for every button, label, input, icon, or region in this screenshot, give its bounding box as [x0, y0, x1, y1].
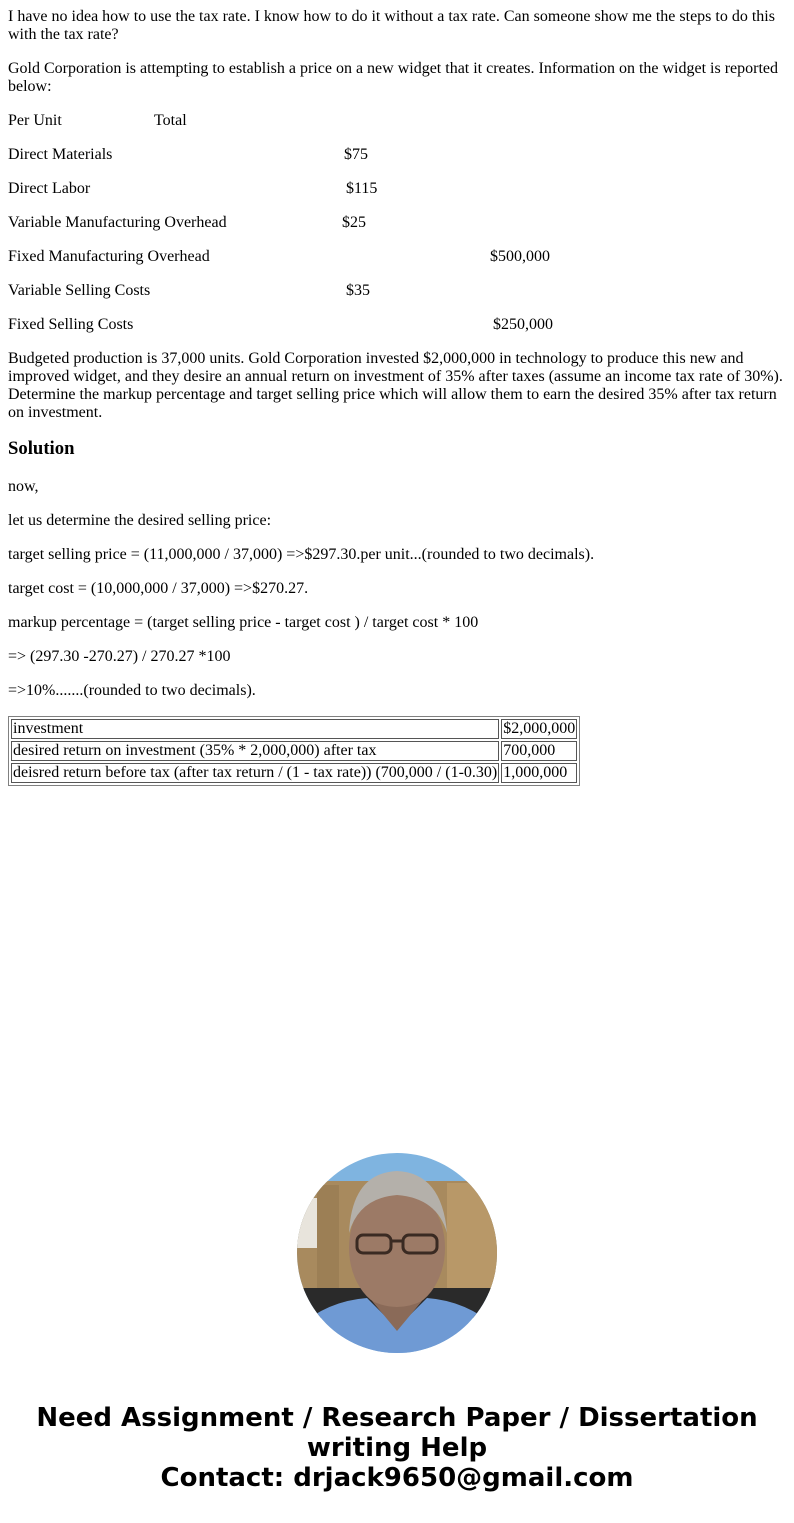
- solution-line: target cost = (10,000,000 / 37,000) =>$270.27.: [8, 580, 309, 597]
- table-cell-label: investment: [11, 719, 499, 739]
- problem-intro: Gold Corporation is attempting to establish a price on a new widget that it creates. Information on the widget is reported below:: [8, 60, 779, 95]
- cost-label: Direct Labor: [8, 180, 91, 197]
- cost-row: [8, 316, 786, 334]
- cost-label: Fixed Manufacturing Overhead: [8, 248, 210, 265]
- cost-per-unit: $25: [342, 214, 366, 231]
- table-row: [11, 763, 577, 783]
- solution-line: => (297.30 -270.27) / 270.27 *100: [8, 648, 231, 665]
- solution-line: markup percentage = (target selling price - target cost ) / target cost * 100: [8, 614, 479, 631]
- cost-row: [8, 282, 786, 300]
- cost-row: [8, 180, 786, 198]
- solution-line: target selling price = (11,000,000 / 37,000) =>$297.30.per unit...(rounded to two decimals).: [8, 546, 595, 563]
- cost-label: Variable Manufacturing Overhead: [8, 214, 227, 231]
- table-cell-value: 1,000,000: [501, 763, 577, 783]
- solution-line: let us determine the desired selling price:: [8, 512, 272, 529]
- author-avatar: [297, 1153, 497, 1353]
- problem-details: Budgeted production is 37,000 units. Gold Corporation invested $2,000,000 in technology to produce this new and improved widget, and they desire an annual return on investment of 35% after taxes (assume an income tax rate of 30%). Determine the markup percentage and target selling price which will allow them to earn the desired 35% after tax return on investment.: [8, 350, 783, 421]
- cost-row: [8, 214, 786, 232]
- cost-row: [8, 146, 786, 164]
- cost-total: $250,000: [493, 316, 553, 333]
- cost-header-row: [8, 112, 786, 130]
- table-cell-label: desired return on investment (35% * 2,000,000) after tax: [11, 741, 499, 761]
- promo-line: Need Assignment / Research Paper / Dissertation: [36, 1403, 758, 1433]
- cost-label: Fixed Selling Costs: [8, 316, 134, 333]
- promo-line: writing Help: [306, 1433, 488, 1463]
- table-row: [11, 719, 577, 739]
- return-calculation-table: [8, 716, 580, 786]
- cost-row: [8, 248, 786, 266]
- total-header: Total: [154, 112, 187, 129]
- table-cell-label: deisred return before tax (after tax return / (1 - tax rate)) (700,000 / (1-0.30): [13, 764, 498, 781]
- per-unit-header: Per Unit: [8, 112, 62, 129]
- cost-per-unit: $75: [344, 146, 368, 163]
- table-cell-value: 700,000: [501, 741, 577, 761]
- question-intro: I have no idea how to use the tax rate. I know how to do it without a tax rate. Can someone show me the steps to do this with the tax rate?: [8, 8, 775, 43]
- table-row: [11, 741, 577, 761]
- cost-label: Direct Materials: [8, 146, 113, 163]
- solution-line: now,: [8, 478, 39, 495]
- contact-email: Contact: drjack9650@gmail.com: [160, 1463, 634, 1493]
- cost-per-unit: $115: [346, 180, 378, 197]
- person-portrait-icon: [297, 1153, 497, 1353]
- table-cell-value: $2,000,000: [503, 720, 576, 737]
- cost-label: Variable Selling Costs: [8, 282, 151, 299]
- promo-banner: [0, 1403, 794, 1493]
- cost-per-unit: $35: [346, 282, 370, 299]
- solution-line: =>10%.......(rounded to two decimals).: [8, 682, 256, 699]
- cost-total: $500,000: [490, 248, 550, 265]
- solution-heading: Solution: [8, 438, 75, 459]
